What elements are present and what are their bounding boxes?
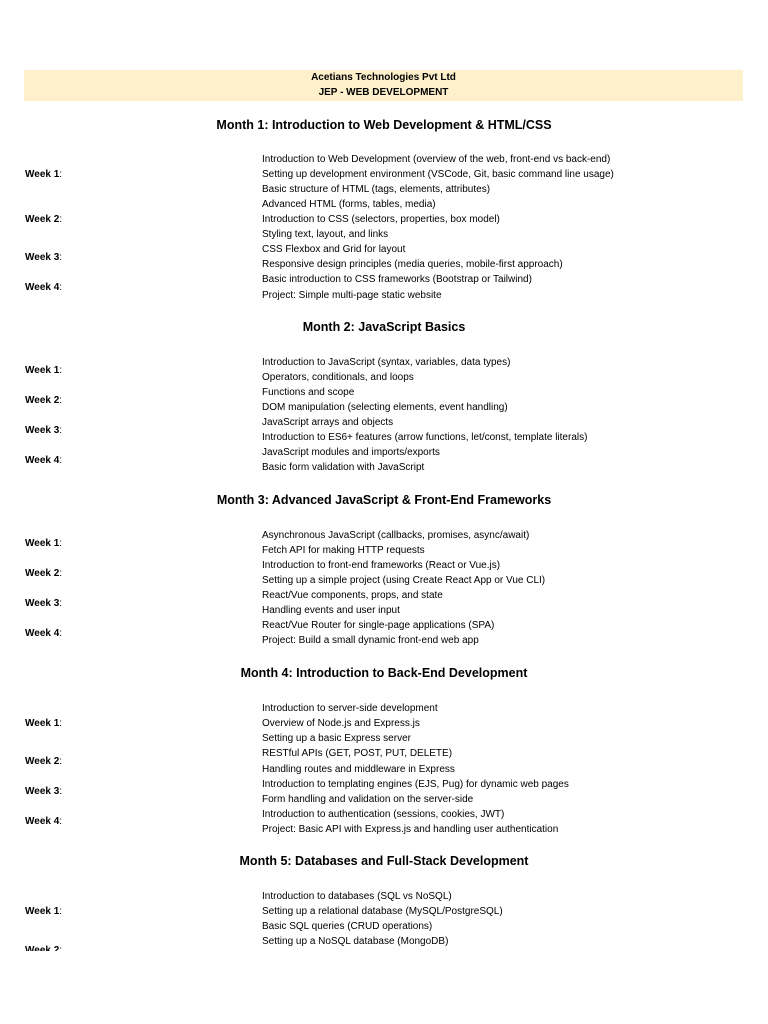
month-4-week-4-label: Week 4: bbox=[25, 816, 63, 827]
document-header bbox=[24, 70, 743, 101]
month-4-topic: RESTful APIs (GET, POST, PUT, DELETE) bbox=[262, 748, 453, 759]
month-2-topic: Introduction to ES6+ features (arrow functions, let/const, template literals) bbox=[262, 432, 588, 443]
month-4-topic: Introduction to server-side development bbox=[262, 703, 438, 714]
month-1-topic: Project: Simple multi-page static website bbox=[262, 290, 442, 301]
month-4-topic: Project: Basic API with Express.js and handling user authentication bbox=[262, 824, 559, 835]
month-3-topic: React/Vue components, props, and state bbox=[262, 590, 443, 601]
month-2-topic: DOM manipulation (selecting elements, event handling) bbox=[262, 402, 508, 413]
month-3-week-3-label: Week 3: bbox=[25, 598, 63, 609]
month-4-title: Month 4: Introduction to Back-End Development bbox=[240, 666, 528, 680]
month-5-topic: Setting up a relational database (MySQL/PostgreSQL) bbox=[262, 906, 503, 917]
month-1-topic: Introduction to Web Development (overview of the web, front-end vs back-end) bbox=[262, 154, 611, 165]
month-5-topic: Setting up a NoSQL database (MongoDB) bbox=[262, 936, 449, 947]
month-1-topic: Responsive design principles (media queries, mobile-first approach) bbox=[262, 259, 563, 270]
month-5-week-1-label: Week 1: bbox=[25, 906, 63, 917]
month-2-topic: Basic form validation with JavaScript bbox=[262, 462, 425, 473]
month-2-week-1-label: Week 1: bbox=[25, 365, 63, 376]
month-2-week-2-label: Week 2: bbox=[25, 395, 63, 406]
month-3-week-1-label: Week 1: bbox=[25, 538, 63, 549]
page-bottom-margin bbox=[0, 951, 768, 1024]
company-name: Acetians Technologies Pvt Ltd bbox=[311, 72, 456, 83]
month-4-week-1-label: Week 1: bbox=[25, 718, 63, 729]
month-4-topic: Introduction to templating engines (EJS, Pug) for dynamic web pages bbox=[262, 779, 569, 790]
month-1-week-1-label: Week 1: bbox=[25, 169, 63, 180]
month-1-week-4-label: Week 4: bbox=[25, 282, 63, 293]
month-2-week-4-label: Week 4: bbox=[25, 455, 63, 466]
month-2-title: Month 2: JavaScript Basics bbox=[302, 320, 466, 334]
month-2-topic: Functions and scope bbox=[262, 387, 355, 398]
month-3-week-4-label: Week 4: bbox=[25, 628, 63, 639]
month-5-topic: Basic SQL queries (CRUD operations) bbox=[262, 921, 433, 932]
month-2-topic: Introduction to JavaScript (syntax, variables, data types) bbox=[262, 357, 511, 368]
month-1-topic: Introduction to CSS (selectors, properties, box model) bbox=[262, 214, 500, 225]
month-2-topic: JavaScript modules and imports/exports bbox=[262, 447, 440, 458]
month-3-topic: React/Vue Router for single-page applications (SPA) bbox=[262, 620, 495, 631]
month-3-week-2-label: Week 2: bbox=[25, 568, 63, 579]
month-4-topic: Form handling and validation on the server-side bbox=[262, 794, 474, 805]
month-4-topic: Handling routes and middleware in Express bbox=[262, 764, 455, 775]
month-3-topic: Asynchronous JavaScript (callbacks, promises, async/await) bbox=[262, 530, 530, 541]
month-2-week-3-label: Week 3: bbox=[25, 425, 63, 436]
month-1-topic: Advanced HTML (forms, tables, media) bbox=[262, 199, 436, 210]
month-4-week-3-label: Week 3: bbox=[25, 786, 63, 797]
month-4-topic: Setting up a basic Express server bbox=[262, 733, 411, 744]
month-1-topic: Basic introduction to CSS frameworks (Bootstrap or Tailwind) bbox=[262, 274, 532, 285]
month-2-topic: Operators, conditionals, and loops bbox=[262, 372, 414, 383]
month-1-week-2-label: Week 2: bbox=[25, 214, 63, 225]
month-1-topic: Basic structure of HTML (tags, elements, attributes) bbox=[262, 184, 491, 195]
month-1-topic: Styling text, layout, and links bbox=[262, 229, 389, 240]
month-4-topic: Introduction to authentication (sessions, cookies, JWT) bbox=[262, 809, 505, 820]
month-3-topic: Handling events and user input bbox=[262, 605, 400, 616]
month-1-title: Month 1: Introduction to Web Development & HTML/CSS bbox=[216, 118, 552, 132]
month-1-topic: CSS Flexbox and Grid for layout bbox=[262, 244, 406, 255]
month-5-title: Month 5: Databases and Full-Stack Development bbox=[239, 854, 529, 868]
month-3-title: Month 3: Advanced JavaScript & Front-End Frameworks bbox=[216, 493, 552, 507]
month-3-topic: Setting up a simple project (using Create React App or Vue CLI) bbox=[262, 575, 546, 586]
month-4-topic: Overview of Node.js and Express.js bbox=[262, 718, 420, 729]
month-1-topic: Setting up development environment (VSCode, Git, basic command line usage) bbox=[262, 169, 614, 180]
month-5-topic: Introduction to databases (SQL vs NoSQL) bbox=[262, 891, 452, 902]
program-title: JEP - WEB DEVELOPMENT bbox=[318, 87, 449, 98]
month-3-topic: Fetch API for making HTTP requests bbox=[262, 545, 425, 556]
month-2-topic: JavaScript arrays and objects bbox=[262, 417, 394, 428]
month-3-topic: Project: Build a small dynamic front-end web app bbox=[262, 635, 479, 646]
month-4-week-2-label: Week 2: bbox=[25, 756, 63, 767]
month-3-topic: Introduction to front-end frameworks (React or Vue.js) bbox=[262, 560, 501, 571]
month-1-week-3-label: Week 3: bbox=[25, 252, 63, 263]
